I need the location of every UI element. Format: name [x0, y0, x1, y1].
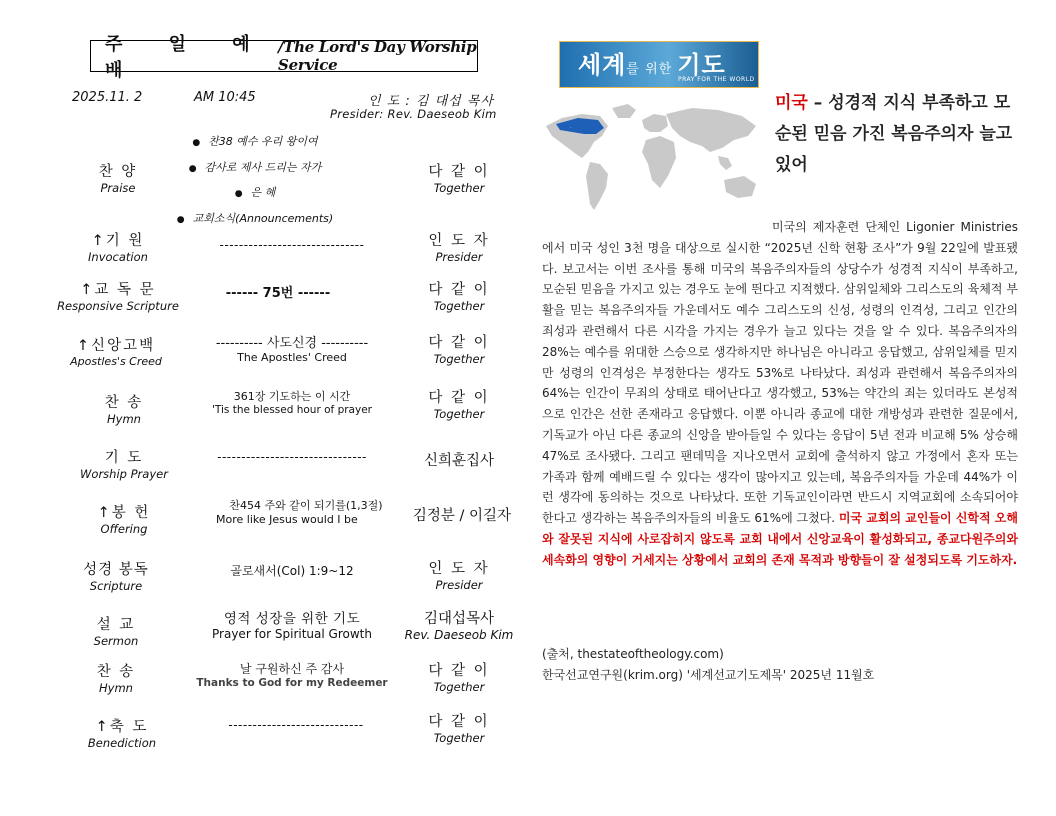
order-responsive-label: ↑교 독 문 Responsive Scripture: [57, 282, 179, 313]
order-invocation-who: 인 도 자 Presider: [428, 233, 490, 264]
article-body: [542, 217, 1018, 571]
order-benediction-mid: ----------------------------: [228, 718, 364, 732]
order-hymn-mid: 361장 기도하는 이 시간 'Tis the blessed hour of prayer: [212, 390, 372, 416]
headline-text: – 성경적 지식 부족하고 모순된 믿음 가진 복음주의자 늘고 있어: [775, 93, 1013, 175]
order-benediction-label: ↑축 도 Benediction: [87, 719, 157, 750]
order-invocation-label: ↑기 원 Invocation: [88, 233, 148, 264]
world-map-icon: [542, 96, 772, 216]
headline-country: 미국: [775, 93, 808, 113]
order-creed-who: 다 같 이 Together: [428, 335, 490, 366]
order-scripture-label: 성경 봉독 Scripture: [83, 562, 149, 593]
order-offering-label: ↑봉 헌 Offering: [97, 505, 151, 536]
order-invocation-mid: ------------------------------: [219, 238, 365, 252]
banner-title-2: 기도: [677, 51, 726, 79]
order-hymn-label: 찬 송 Hymn: [104, 395, 144, 426]
order-hymn2-label: 찬 송 Hymn: [96, 664, 136, 695]
title-box: [90, 34, 478, 81]
order-responsive-who: 다 같 이 Together: [428, 282, 490, 313]
order-sermon-label: 설 교 Sermon: [93, 617, 139, 648]
order-benediction-who: 다 같 이 Together: [428, 714, 490, 745]
article-source: [542, 644, 874, 686]
title-english: /The Lord's Day Worship Service: [278, 38, 477, 74]
order-sermon-who: 김대섭목사 Rev. Daeseob Kim: [404, 611, 514, 642]
order-prayer-mid: -------------------------------: [217, 450, 367, 464]
order-creed-mid: ---------- 사도신경 ---------- The Apostles' Creed: [215, 336, 369, 364]
list-item: ● 교회소식(Announcements): [150, 207, 360, 233]
order-scripture-mid: 골로새서(Col) 1:9~12: [230, 564, 354, 578]
order-creed-label: ↑신앙고백 Apostles's Creed: [70, 338, 162, 368]
service-date: 2025.11. 2: [72, 90, 143, 105]
order-prayer-who: 신희훈집사: [423, 453, 495, 469]
order-sermon-mid: 영적 성장을 위한 기도 Prayer for Spiritual Growth: [212, 611, 372, 641]
list-item: ● 은 혜: [150, 181, 360, 207]
presider-korean: 인 도 : 김 대섭 목사: [368, 94, 494, 109]
banner-subtitle: PRAY FOR THE WORLD: [678, 76, 755, 83]
article-text: 미국의 제자훈련 단체인 Ligonier Ministries에서 미국 성인 3천 명을 대상으로 실시한 “2025년 신학 현황 조사”가 9월 22일에 발표됐다. 보고서는 이번 조사를 통해 미국의 복음주의자들의 상당수가 성경적 지식이 부족하고, 모순된 믿음을 가지고 있는 경우도 눈에 띈다고 지적했다. 삼위일체와 그리스도의 육체적 부활을 믿는 복음주의자들 가운데서도 예수 그리스도의 신성, 성령의 인격성, 그리고 인간의 죄성과 관련해서 다른 시각을 가지는 경우가 늘고 있다는 것을 알 수 있다. 복음주의자의 28%는 예수를 위대한 스승으로 생각하지만 하나님은 아니라고 응답했고, 삼위일체를 믿지만 성령의 인격성은 부정한다는 생각도 53%로 나타났다. 죄성과 관련해서 복음주의자의 64%는 인간이 무죄의 상태로 태어난다고 생각했고, 53%는 약간의 죄는 있더라도 본성적으로 인간은 선한 존재라고 응답했다. 이뿐 아니라 종교에 대한 개방성과 관련한 질문에서, 기독교가 아닌 다른 종교의 신앙을 받아들일 수 있다는 응답이 5년 전과 비교해 5% 상승해 47%로 조사됐다. 그리고 팬데믹을 지나오면서 교회에 출석하지 않고 가정에서 혼자 또는 가족과 함께 예배드릴 수 있다는 생각이 많아지고 있는데, 복음주의자들 가운데 44%가 이런 생각에 동의하는 것으로 나타났다. 또한 기독교인이라면 반드시 지역교회에 소속되어야 한다고 생각하는 복음주의자들의 비율도 61%에 그쳤다.: [542, 220, 1018, 526]
praise-song-list: [150, 130, 360, 232]
title-korean: 주 일 예 배: [105, 34, 270, 81]
svg-text:·: ·: [570, 125, 572, 130]
order-offering-mid: 찬454 주와 같이 되기를(1,3절) More like Jesus would I be: [216, 499, 383, 526]
banner-title-1: 세계: [578, 51, 627, 79]
order-scripture-who: 인 도 자 Presider: [428, 561, 490, 592]
presider-english: Presider: Rev. Daeseob Kim: [330, 107, 497, 121]
order-hymn-who: 다 같 이 Together: [428, 390, 490, 421]
source-line-2: 한국선교연구원(krim.org) '세계선교기도제목' 2025년 11월호: [542, 668, 875, 682]
order-praise-who: 다 같 이 Together: [428, 164, 490, 195]
order-hymn2-who: 다 같 이 Together: [428, 663, 490, 694]
order-responsive-mid: ------ 75번 ------: [225, 286, 331, 301]
prayer-banner: [559, 41, 759, 88]
list-item: ● 감사로 제사 드리는 자가: [150, 156, 360, 182]
article-headline: [775, 88, 1025, 181]
order-praise-label: 찬 양 Praise: [98, 164, 138, 195]
prayer-request: 미국 교회의 교인들이 신학적 오해와 잘못된 지식에 사로잡히지 않도록 교회 내에서 신앙교육이 활성화되고, 종교다원주의와 세속화의 영향이 거세지는 상황에서 교회의 존재 목적과 방향들이 잘 설정되도록 기도하자.: [542, 511, 1018, 567]
banner-title-small: 를 위한: [626, 62, 678, 77]
list-item: ● 찬38 예수 우리 왕이여: [150, 130, 360, 156]
order-offering-who: 김정분 / 이길자: [412, 508, 512, 524]
order-prayer-label: 기 도 Worship Prayer: [80, 450, 168, 481]
service-time: AM 10:45: [194, 90, 256, 105]
source-line-1: (출처, thestateoftheology.com): [542, 647, 724, 661]
order-hymn2-mid: 날 구원하신 주 감사 Thanks to God for my Redeemer: [196, 662, 388, 689]
